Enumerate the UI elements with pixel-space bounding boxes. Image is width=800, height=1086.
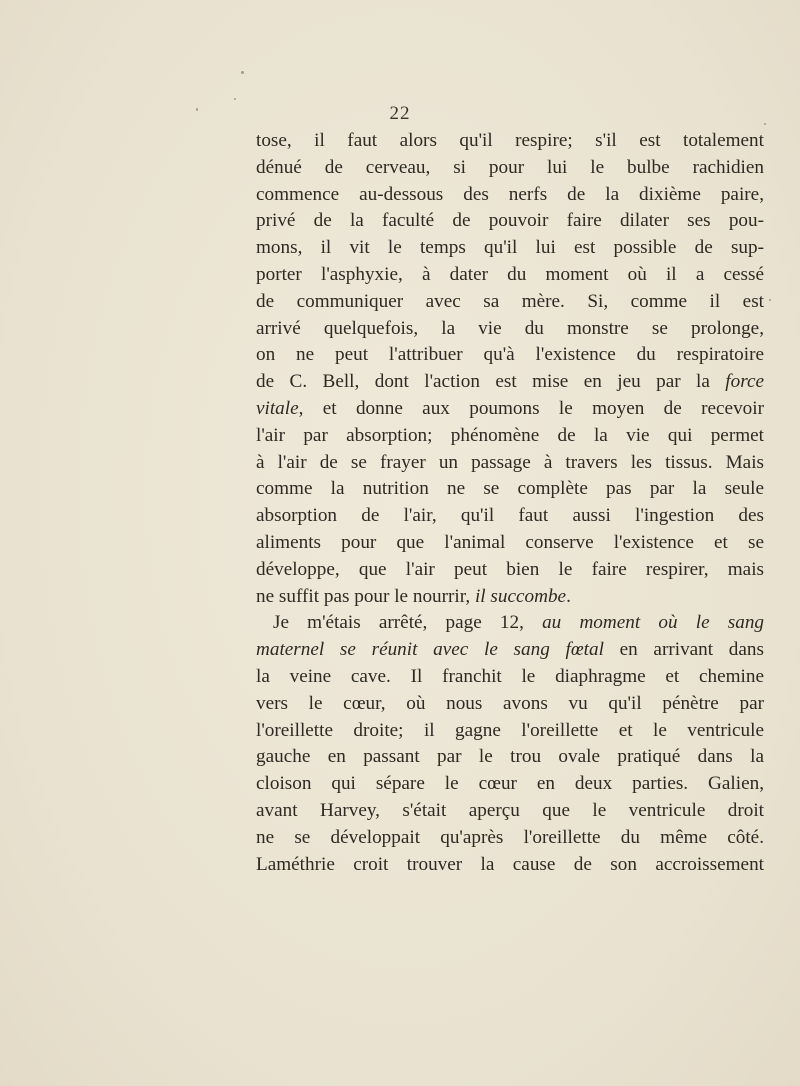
- text-line: [256, 557, 764, 584]
- text-segment: en arrivant dans: [603, 639, 764, 661]
- text-line: [256, 235, 764, 262]
- text-line: [256, 208, 764, 235]
- text-line: [256, 182, 764, 209]
- text-segment: commence au-dessous des nerfs de la dixième paire,: [256, 183, 764, 205]
- paper-speck: [769, 299, 771, 301]
- text-line: [256, 396, 764, 423]
- text-segment: ne suffit pas pour le nourrir,: [256, 585, 475, 607]
- text-segment: Laméthrie croit trouver la cause de son accroissement: [256, 853, 764, 875]
- text-line: [256, 744, 764, 771]
- text-segment: aliments pour que l'animal conserve l'existence et se: [256, 531, 764, 553]
- text-line: [256, 289, 764, 316]
- paper-speck: [196, 108, 198, 111]
- text-line: [256, 664, 764, 691]
- text-segment: .: [566, 585, 571, 607]
- paper-speck: [764, 123, 766, 125]
- italic-text: force: [725, 371, 764, 393]
- text-segment: dénué de cerveau, si pour lui le bulbe rachidien: [256, 156, 764, 178]
- text-segment: avant Harvey, s'était aperçu que le ventricule droit: [256, 799, 764, 821]
- text-line: [256, 342, 764, 369]
- text-line: [256, 825, 764, 852]
- text-line: [256, 584, 764, 611]
- text-segment: vers le cœur, où nous avons vu qu'il pénètre par: [256, 692, 764, 714]
- text-segment: la veine cave. Il franchit le diaphragme et chemine: [256, 665, 764, 687]
- italic-text: il succombe: [474, 585, 567, 607]
- text-line: [256, 316, 764, 343]
- text-segment: on ne peut l'attribuer qu'à l'existence du respiratoire: [256, 344, 764, 366]
- text-segment: , et donne aux poumons le moyen de recevoir: [298, 397, 764, 419]
- text-segment: mons, il vit le temps qu'il lui est possible de sup-: [256, 237, 764, 259]
- text-line: [256, 610, 764, 637]
- text-line: [256, 691, 764, 718]
- paper-speck: [241, 71, 244, 74]
- italic-text: maternel se réunit avec le sang fœtal: [256, 639, 604, 661]
- page-number: 22: [389, 103, 411, 124]
- text-line: [256, 503, 764, 530]
- body-text: [256, 128, 764, 878]
- text-segment: l'oreillette droite; il gagne l'oreillette et le ventricule: [256, 719, 764, 741]
- text-segment: à l'air de se frayer un passage à travers les tissus. Mais: [256, 451, 764, 473]
- text-segment: de communiquer avec sa mère. Si, comme il est: [256, 290, 764, 312]
- text-segment: l'air par absorption; phénomène de la vie qui permet: [256, 424, 764, 446]
- text-segment: développe, que l'air peut bien le faire respirer, mais: [256, 558, 764, 580]
- text-line: [256, 798, 764, 825]
- text-line: [256, 476, 764, 503]
- text-segment: cloison qui sépare le cœur en deux parties. Galien,: [256, 773, 764, 795]
- text-line: [256, 771, 764, 798]
- text-segment: tose, il faut alors qu'il respire; s'il est totalement: [256, 130, 764, 151]
- text-line: [256, 262, 764, 289]
- italic-text: vitale: [256, 397, 299, 419]
- text-segment: de C. Bell, dont l'action est mise en jeu par la: [256, 371, 726, 393]
- text-line: [256, 852, 764, 879]
- text-line: [256, 450, 764, 477]
- italic-text: au moment où le sang: [542, 612, 765, 634]
- text-line: [256, 128, 764, 155]
- text-segment: ne se développait qu'après l'oreillette du même côté.: [256, 826, 764, 848]
- text-segment: porter l'asphyxie, à dater du moment où il a cessé: [256, 263, 764, 285]
- text-segment: privé de la faculté de pouvoir faire dilater ses pou-: [256, 210, 764, 232]
- paper-speck: [234, 98, 236, 100]
- text-segment: arrivé quelquefois, la vie du monstre se prolonge,: [256, 317, 764, 339]
- text-line: [256, 530, 764, 557]
- text-segment: Je m'étais arrêté, page 12,: [273, 612, 543, 634]
- text-line: [256, 155, 764, 182]
- text-line: [256, 718, 764, 745]
- text-line: [256, 369, 764, 396]
- text-line: [256, 637, 764, 664]
- text-line: [256, 423, 764, 450]
- text-segment: absorption de l'air, qu'il faut aussi l'ingestion des: [256, 505, 764, 527]
- text-segment: gauche en passant par le trou ovale pratiqué dans la: [256, 746, 764, 768]
- text-segment: comme la nutrition ne se complète pas par la seule: [256, 478, 764, 500]
